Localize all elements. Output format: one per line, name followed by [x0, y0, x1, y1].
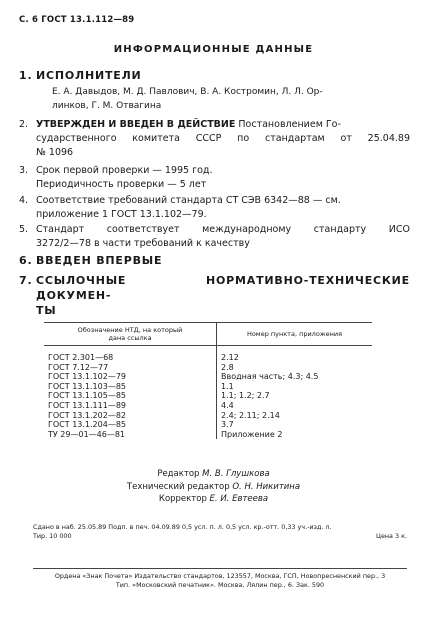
text-line: Е. А. Давыдов, М. Д. Павлович, В. А. Костромин, Л. Л. Ор- — [52, 87, 323, 97]
table-row — [44, 411, 372, 421]
section-number: 4. — [19, 195, 29, 206]
cell-clause: 1.1; 1.2; 2.7 — [221, 391, 270, 401]
text-line: Периодичность проверки — 5 лет — [36, 179, 207, 190]
section-number: 2. — [19, 119, 29, 130]
text-line: № 1096 — [36, 147, 74, 158]
text-line: Постановлением Го- — [238, 119, 341, 130]
print-run: Тир. 10 000 — [33, 532, 72, 540]
printing-house-line: Тип. «Московский печатник». Москва, Лялин пер., 6. Зак. 590 — [115, 581, 325, 589]
cell-ntd: ГОСТ 13.1.103—85 — [44, 382, 217, 392]
section-number: 1. — [19, 69, 33, 82]
editor-line: Редактор М. В. Глушкова — [157, 469, 270, 479]
imprint-line: Сдано в наб. 25.05.89 Подп. в печ. 04.09.89 0,5 усл. п. л. 0,5 усл. кр.-отт. 0,33 уч.-изд. л. — [33, 523, 332, 531]
imprint-line — [33, 532, 407, 541]
table-row — [44, 346, 372, 363]
section-heading: ТЫ — [36, 304, 57, 317]
cell-clause: Вводная часть; 4.3; 4.5 — [221, 372, 319, 382]
cell-clause: 2.8 — [221, 362, 234, 372]
cell-ntd: ГОСТ 2.301—68 — [44, 346, 217, 363]
tech-editor-line: Технический редактор О. Н. Никитина — [126, 481, 301, 492]
text-line: Срок первой проверки — 1995 год. — [36, 165, 213, 176]
section-number: 5. — [19, 224, 29, 235]
publisher-line: Ордена «Знак Почета» Издательство стандартов, 123557, Москва, ГСП, Новопресненский пер., 3 — [54, 572, 386, 580]
section-3 — [19, 164, 410, 192]
cell-clause: 1.1 — [221, 381, 234, 391]
column-header-clause: Номер пункта, приложения — [217, 323, 373, 346]
table-row — [44, 372, 372, 382]
divider — [33, 568, 407, 569]
text-line: 3272/2—78 в части требований к качеству — [36, 238, 250, 249]
section-1-heading — [19, 68, 410, 83]
section-number: 3. — [19, 165, 29, 176]
section-7-heading — [19, 273, 410, 318]
text-line: приложение 1 ГОСТ 13.1.102—79. — [36, 209, 207, 220]
column-header-ntd: Обозначение НТД, на который дана ссылка — [44, 323, 217, 346]
cell-ntd: ТУ 29—01—46—81 — [44, 430, 217, 440]
section-5 — [19, 223, 410, 251]
cell-ntd: ГОСТ 13.1.102—79 — [44, 372, 217, 382]
corrector-line: Корректор Е. И. Евтеева — [158, 494, 269, 504]
text-line: сударственного комитета СССР по стандартам от 25.04.89 — [36, 133, 410, 144]
cell-ntd: ГОСТ 13.1.204—85 — [44, 420, 217, 430]
section-heading: ССЫЛОЧНЫЕ НОРМАТИВНО-ТЕХНИЧЕСКИЕ ДОКУМЕН- — [36, 274, 410, 302]
editors-block — [0, 468, 427, 506]
cell-ntd: ГОСТ 13.1.111—89 — [44, 401, 217, 411]
table-row — [44, 382, 372, 392]
text-line: Стандарт соответствует международному стандарту ИСО — [36, 224, 410, 235]
text-line: Соответствие требований стандарта СТ СЭВ 6342—88 — см. — [36, 195, 341, 206]
imprint-block — [33, 523, 407, 541]
cell-clause: 3.7 — [221, 420, 234, 430]
table-header-row — [44, 323, 372, 346]
table-row — [44, 391, 372, 401]
cell-ntd: ГОСТ 13.1.202—82 — [44, 411, 217, 421]
page-title: ИНФОРМАЦИОННЫЕ ДАННЫЕ — [113, 44, 314, 55]
section-heading: УТВЕРЖДЕН И ВВЕДЕН В ДЕЙСТВИЕ — [36, 119, 236, 130]
cell-clause: 2.12 — [221, 353, 239, 362]
page-header: С. 6 ГОСТ 13.1.112—89 — [19, 15, 135, 25]
section-6-heading — [19, 253, 410, 268]
cell-ntd: ГОСТ 7.12—77 — [44, 363, 217, 373]
table-row — [44, 401, 372, 411]
cell-clause: 2.4; 2.11; 2.14 — [221, 410, 280, 420]
cell-clause: Приложение 2 — [221, 429, 283, 439]
table-row — [44, 363, 372, 373]
price: Цена 3 к. — [375, 532, 407, 540]
printer-block — [33, 572, 407, 590]
table-body — [44, 346, 372, 440]
section-heading: ИСПОЛНИТЕЛИ — [36, 69, 142, 82]
section-number: 6. — [19, 254, 33, 267]
cell-clause: 4.4 — [221, 400, 234, 410]
table-row — [44, 430, 372, 440]
section-heading: ВВЕДЕН ВПЕРВЫЕ — [36, 254, 163, 267]
references-table — [44, 322, 372, 439]
cell-ntd: ГОСТ 13.1.105—85 — [44, 391, 217, 401]
section-2 — [19, 118, 410, 160]
section-1-body — [36, 85, 426, 113]
section-4 — [19, 194, 410, 222]
table-row — [44, 420, 372, 430]
text-line: линков, Г. М. Отвагина — [52, 101, 162, 111]
section-number: 7. — [19, 274, 33, 287]
